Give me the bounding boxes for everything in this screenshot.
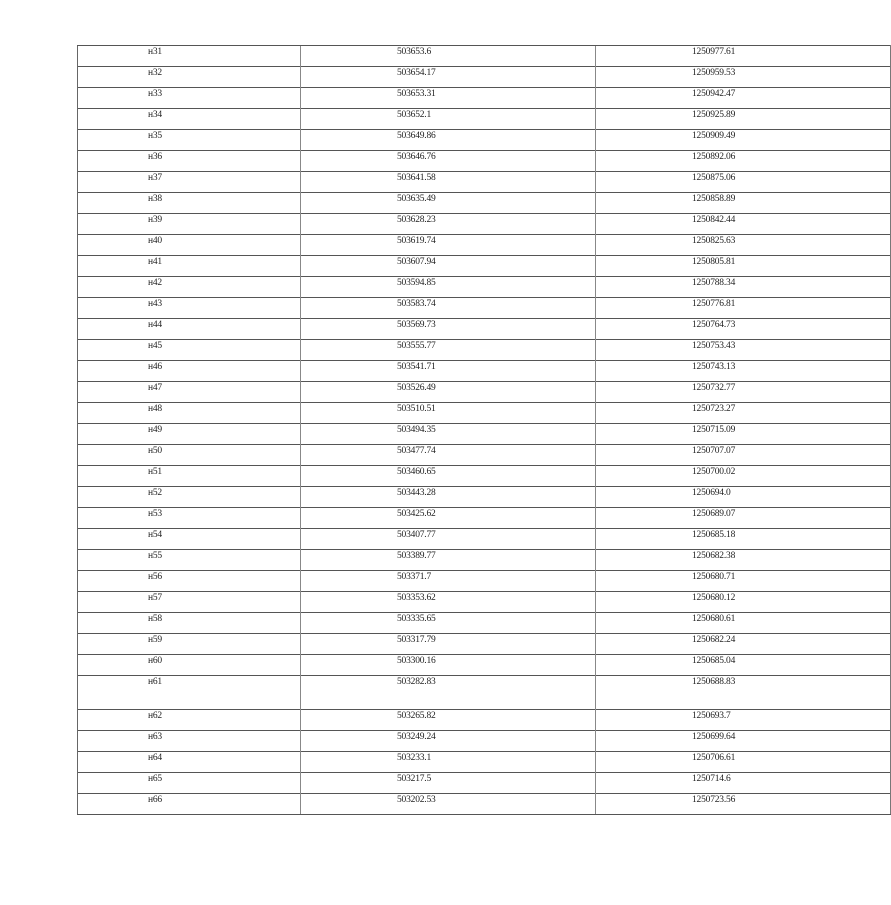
point-id-text: н41: [148, 257, 162, 267]
y-coordinate-text: 1250707.07: [692, 446, 736, 456]
y-coordinate-cell: [596, 466, 891, 487]
point-id-cell: [78, 508, 301, 529]
y-coordinate-text: 1250788.34: [692, 278, 736, 288]
point-id-cell: [78, 487, 301, 508]
y-coordinate-text: 1250753.43: [692, 341, 736, 351]
y-coordinate-text: 1250723.27: [692, 404, 736, 414]
y-coordinate-text: 1250680.12: [692, 593, 736, 603]
point-id-cell: [78, 634, 301, 655]
point-id-cell: [78, 88, 301, 109]
y-coordinate-text: 1250977.61: [692, 47, 736, 57]
y-coordinate-text: 1250825.63: [692, 236, 736, 246]
y-coordinate-cell: [596, 731, 891, 752]
table-row: [78, 424, 891, 445]
point-id-cell: [78, 424, 301, 445]
x-coordinate-cell: [301, 235, 596, 256]
x-coordinate-cell: [301, 466, 596, 487]
y-coordinate-text: 1250715.09: [692, 425, 736, 435]
y-coordinate-cell: [596, 445, 891, 466]
table-row: [78, 214, 891, 235]
y-coordinate-cell: [596, 256, 891, 277]
y-coordinate-text: 1250682.38: [692, 551, 736, 561]
table-row: [78, 571, 891, 592]
point-id-text: н40: [148, 236, 162, 246]
point-id-text: н45: [148, 341, 162, 351]
point-id-cell: [78, 794, 301, 815]
point-id-cell: [78, 172, 301, 193]
table-row: [78, 550, 891, 571]
y-coordinate-cell: [596, 67, 891, 88]
point-id-text: н33: [148, 89, 162, 99]
table-row: [78, 592, 891, 613]
y-coordinate-text: 1250925.89: [692, 110, 736, 120]
x-coordinate-text: 503265.82: [397, 711, 436, 721]
y-coordinate-text: 1250688.83: [692, 677, 736, 687]
y-coordinate-cell: [596, 361, 891, 382]
point-id-cell: [78, 46, 301, 67]
x-coordinate-text: 503317.79: [397, 635, 436, 645]
x-coordinate-cell: [301, 710, 596, 731]
table-row: [78, 235, 891, 256]
y-coordinate-text: 1250714.6: [692, 774, 731, 784]
table-row: [78, 361, 891, 382]
point-id-cell: [78, 466, 301, 487]
point-id-text: н56: [148, 572, 162, 582]
y-coordinate-cell: [596, 592, 891, 613]
point-id-cell: [78, 361, 301, 382]
x-coordinate-text: 503371.7: [397, 572, 432, 582]
x-coordinate-text: 503641.58: [397, 173, 436, 183]
x-coordinate-cell: [301, 634, 596, 655]
point-id-text: н39: [148, 215, 162, 225]
point-id-cell: [78, 130, 301, 151]
table-row: [78, 676, 891, 710]
y-coordinate-text: 1250875.06: [692, 173, 736, 183]
x-coordinate-cell: [301, 340, 596, 361]
x-coordinate-text: 503652.1: [397, 110, 432, 120]
point-id-cell: [78, 277, 301, 298]
y-coordinate-cell: [596, 634, 891, 655]
y-coordinate-cell: [596, 235, 891, 256]
x-coordinate-text: 503653.31: [397, 89, 436, 99]
table-row: [78, 340, 891, 361]
point-id-text: н64: [148, 753, 162, 763]
point-id-text: н38: [148, 194, 162, 204]
y-coordinate-cell: [596, 277, 891, 298]
y-coordinate-cell: [596, 214, 891, 235]
x-coordinate-text: 503510.51: [397, 404, 436, 414]
y-coordinate-cell: [596, 773, 891, 794]
point-id-text: н62: [148, 711, 162, 721]
point-id-text: н55: [148, 551, 162, 561]
table-row: [78, 151, 891, 172]
y-coordinate-cell: [596, 550, 891, 571]
x-coordinate-cell: [301, 130, 596, 151]
y-coordinate-cell: [596, 613, 891, 634]
table-row: [78, 487, 891, 508]
x-coordinate-cell: [301, 67, 596, 88]
y-coordinate-cell: [596, 487, 891, 508]
point-id-text: н43: [148, 299, 162, 309]
point-id-cell: [78, 403, 301, 424]
x-coordinate-cell: [301, 676, 596, 710]
x-coordinate-cell: [301, 571, 596, 592]
x-coordinate-text: 503494.35: [397, 425, 436, 435]
table-row: [78, 508, 891, 529]
table-row: [78, 109, 891, 130]
x-coordinate-text: 503300.16: [397, 656, 436, 666]
x-coordinate-text: 503607.94: [397, 257, 436, 267]
table-row: [78, 67, 891, 88]
y-coordinate-cell: [596, 319, 891, 340]
y-coordinate-cell: [596, 340, 891, 361]
table-row: [78, 773, 891, 794]
y-coordinate-cell: [596, 508, 891, 529]
point-id-text: н34: [148, 110, 162, 120]
y-coordinate-text: 1250680.71: [692, 572, 736, 582]
table-row: [78, 634, 891, 655]
x-coordinate-cell: [301, 424, 596, 445]
point-id-text: н66: [148, 795, 162, 805]
x-coordinate-cell: [301, 731, 596, 752]
x-coordinate-cell: [301, 361, 596, 382]
x-coordinate-text: 503282.83: [397, 677, 436, 687]
x-coordinate-cell: [301, 382, 596, 403]
point-id-cell: [78, 214, 301, 235]
y-coordinate-cell: [596, 109, 891, 130]
y-coordinate-text: 1250842.44: [692, 215, 736, 225]
table-row: [78, 613, 891, 634]
point-id-cell: [78, 529, 301, 550]
point-id-cell: [78, 613, 301, 634]
table-row: [78, 130, 891, 151]
table-row: [78, 403, 891, 424]
x-coordinate-text: 503249.24: [397, 732, 436, 742]
point-id-cell: [78, 298, 301, 319]
x-coordinate-text: 503526.49: [397, 383, 436, 393]
table-row: [78, 256, 891, 277]
table-row: [78, 298, 891, 319]
point-id-cell: [78, 382, 301, 403]
x-coordinate-cell: [301, 773, 596, 794]
y-coordinate-text: 1250764.73: [692, 320, 736, 330]
y-coordinate-cell: [596, 172, 891, 193]
point-id-text: н36: [148, 152, 162, 162]
y-coordinate-cell: [596, 130, 891, 151]
y-coordinate-cell: [596, 382, 891, 403]
point-id-text: н32: [148, 68, 162, 78]
point-id-cell: [78, 773, 301, 794]
point-id-cell: [78, 676, 301, 710]
y-coordinate-text: 1250776.81: [692, 299, 736, 309]
x-coordinate-cell: [301, 655, 596, 676]
point-id-text: н60: [148, 656, 162, 666]
x-coordinate-cell: [301, 193, 596, 214]
table-row: [78, 731, 891, 752]
point-id-cell: [78, 592, 301, 613]
y-coordinate-text: 1250694.0: [692, 488, 731, 498]
point-id-cell: [78, 151, 301, 172]
y-coordinate-text: 1250699.64: [692, 732, 736, 742]
x-coordinate-cell: [301, 109, 596, 130]
point-id-text: н47: [148, 383, 162, 393]
point-id-text: н50: [148, 446, 162, 456]
x-coordinate-cell: [301, 319, 596, 340]
table-row: [78, 466, 891, 487]
x-coordinate-text: 503425.62: [397, 509, 436, 519]
x-coordinate-cell: [301, 214, 596, 235]
point-id-cell: [78, 752, 301, 773]
point-id-cell: [78, 193, 301, 214]
y-coordinate-cell: [596, 794, 891, 815]
y-coordinate-cell: [596, 752, 891, 773]
x-coordinate-text: 503335.65: [397, 614, 436, 624]
y-coordinate-cell: [596, 88, 891, 109]
table-row: [78, 46, 891, 67]
x-coordinate-text: 503389.77: [397, 551, 436, 561]
x-coordinate-cell: [301, 529, 596, 550]
table-row: [78, 277, 891, 298]
x-coordinate-cell: [301, 445, 596, 466]
x-coordinate-text: 503649.86: [397, 131, 436, 141]
y-coordinate-text: 1250909.49: [692, 131, 736, 141]
point-id-text: н61: [148, 677, 162, 687]
table-row: [78, 445, 891, 466]
y-coordinate-text: 1250805.81: [692, 257, 736, 267]
x-coordinate-text: 503217.5: [397, 774, 432, 784]
y-coordinate-text: 1250892.06: [692, 152, 736, 162]
x-coordinate-text: 503654.17: [397, 68, 436, 78]
y-coordinate-text: 1250743.13: [692, 362, 736, 372]
x-coordinate-cell: [301, 487, 596, 508]
table-row: [78, 794, 891, 815]
x-coordinate-text: 503594.85: [397, 278, 436, 288]
y-coordinate-text: 1250693.7: [692, 711, 731, 721]
y-coordinate-text: 1250942.47: [692, 89, 736, 99]
point-id-text: н52: [148, 488, 162, 498]
table-row: [78, 193, 891, 214]
point-id-cell: [78, 731, 301, 752]
point-id-cell: [78, 235, 301, 256]
x-coordinate-text: 503202.53: [397, 795, 436, 805]
point-id-text: н63: [148, 732, 162, 742]
y-coordinate-cell: [596, 46, 891, 67]
y-coordinate-text: 1250689.07: [692, 509, 736, 519]
x-coordinate-cell: [301, 613, 596, 634]
y-coordinate-text: 1250723.56: [692, 795, 736, 805]
x-coordinate-cell: [301, 256, 596, 277]
x-coordinate-cell: [301, 46, 596, 67]
x-coordinate-cell: [301, 752, 596, 773]
point-id-cell: [78, 445, 301, 466]
x-coordinate-cell: [301, 172, 596, 193]
y-coordinate-cell: [596, 193, 891, 214]
x-coordinate-text: 503619.74: [397, 236, 436, 246]
point-id-cell: [78, 655, 301, 676]
y-coordinate-cell: [596, 403, 891, 424]
x-coordinate-text: 503628.23: [397, 215, 436, 225]
point-id-text: н59: [148, 635, 162, 645]
y-coordinate-cell: [596, 676, 891, 710]
point-id-cell: [78, 340, 301, 361]
point-id-cell: [78, 109, 301, 130]
x-coordinate-text: 503583.74: [397, 299, 436, 309]
y-coordinate-cell: [596, 710, 891, 731]
x-coordinate-cell: [301, 151, 596, 172]
x-coordinate-cell: [301, 298, 596, 319]
table-row: [78, 319, 891, 340]
coordinates-table: [77, 45, 891, 815]
point-id-cell: [78, 256, 301, 277]
point-id-text: н35: [148, 131, 162, 141]
x-coordinate-text: 503407.77: [397, 530, 436, 540]
x-coordinate-text: 503460.65: [397, 467, 436, 477]
point-id-text: н46: [148, 362, 162, 372]
table-row: [78, 172, 891, 193]
table-row: [78, 88, 891, 109]
x-coordinate-text: 503541.71: [397, 362, 436, 372]
x-coordinate-text: 503653.6: [397, 47, 432, 57]
x-coordinate-cell: [301, 277, 596, 298]
x-coordinate-text: 503443.28: [397, 488, 436, 498]
point-id-cell: [78, 710, 301, 731]
x-coordinate-text: 503635.49: [397, 194, 436, 204]
y-coordinate-text: 1250685.18: [692, 530, 736, 540]
x-coordinate-text: 503477.74: [397, 446, 436, 456]
point-id-text: н51: [148, 467, 162, 477]
point-id-text: н57: [148, 593, 162, 603]
point-id-text: н48: [148, 404, 162, 414]
x-coordinate-cell: [301, 794, 596, 815]
y-coordinate-text: 1250706.61: [692, 753, 736, 763]
x-coordinate-cell: [301, 508, 596, 529]
point-id-cell: [78, 550, 301, 571]
y-coordinate-cell: [596, 298, 891, 319]
point-id-cell: [78, 571, 301, 592]
y-coordinate-cell: [596, 151, 891, 172]
table-row: [78, 382, 891, 403]
table-row: [78, 655, 891, 676]
x-coordinate-cell: [301, 592, 596, 613]
point-id-text: н37: [148, 173, 162, 183]
point-id-text: н65: [148, 774, 162, 784]
point-id-text: н44: [148, 320, 162, 330]
y-coordinate-text: 1250700.02: [692, 467, 736, 477]
x-coordinate-text: 503569.73: [397, 320, 436, 330]
table-row: [78, 752, 891, 773]
table-row: [78, 529, 891, 550]
x-coordinate-text: 503233.1: [397, 753, 432, 763]
x-coordinate-text: 503646.76: [397, 152, 436, 162]
y-coordinate-text: 1250732.77: [692, 383, 736, 393]
x-coordinate-cell: [301, 88, 596, 109]
point-id-text: н58: [148, 614, 162, 624]
point-id-cell: [78, 67, 301, 88]
coordinates-table-body: [78, 46, 891, 815]
x-coordinate-cell: [301, 550, 596, 571]
point-id-cell: [78, 319, 301, 340]
y-coordinate-text: 1250682.24: [692, 635, 736, 645]
y-coordinate-cell: [596, 655, 891, 676]
table-row: [78, 710, 891, 731]
y-coordinate-cell: [596, 571, 891, 592]
x-coordinate-text: 503353.62: [397, 593, 436, 603]
point-id-text: н54: [148, 530, 162, 540]
y-coordinate-text: 1250680.61: [692, 614, 736, 624]
point-id-text: н42: [148, 278, 162, 288]
point-id-text: н53: [148, 509, 162, 519]
y-coordinate-text: 1250858.89: [692, 194, 736, 204]
y-coordinate-text: 1250959.53: [692, 68, 736, 78]
y-coordinate-cell: [596, 424, 891, 445]
x-coordinate-cell: [301, 403, 596, 424]
y-coordinate-cell: [596, 529, 891, 550]
point-id-text: н49: [148, 425, 162, 435]
y-coordinate-text: 1250685.04: [692, 656, 736, 666]
x-coordinate-text: 503555.77: [397, 341, 436, 351]
point-id-text: н31: [148, 47, 162, 57]
